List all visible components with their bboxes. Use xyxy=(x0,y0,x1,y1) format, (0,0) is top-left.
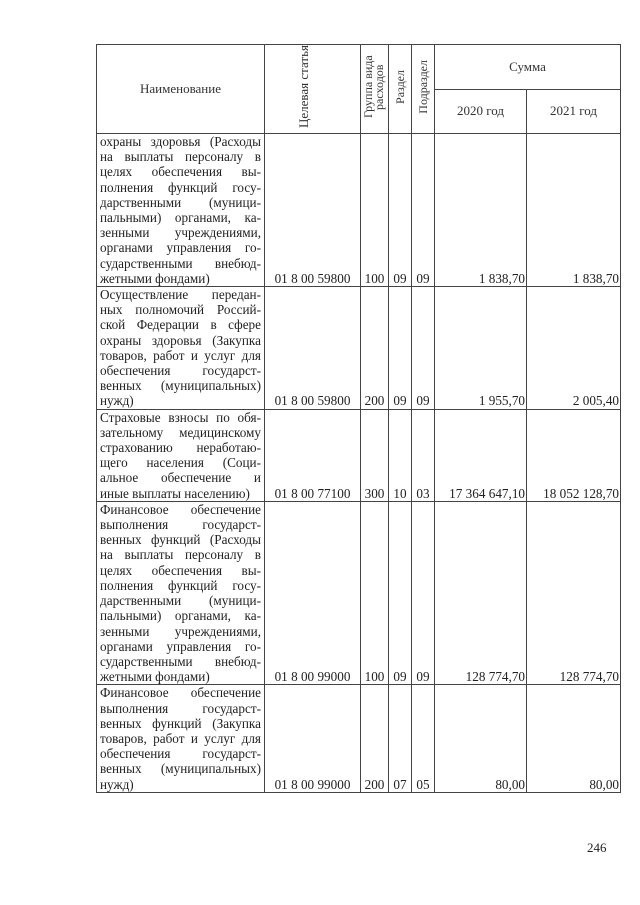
row-name-line: иные выплаты населению) xyxy=(100,485,250,501)
row-name-line: товаров, работ и услуг для xyxy=(100,730,261,746)
row-y2020: 128 774,70 xyxy=(435,501,527,684)
budget-table xyxy=(96,44,621,793)
row-name-line: обеспечения государст- xyxy=(100,363,261,379)
row-y2021: 2 005,40 xyxy=(527,287,621,410)
row-name-line: венных (муниципальных) xyxy=(100,761,261,777)
row-y2020: 1 838,70 xyxy=(435,134,527,287)
row-name-line: Финансовое обеспечение xyxy=(100,501,261,517)
row-y2021: 1 838,70 xyxy=(527,134,621,287)
row-name-line: выполнения государст- xyxy=(100,700,261,716)
row-target: 01 8 00 59800 xyxy=(265,287,361,410)
table-row xyxy=(97,501,621,684)
row-name-line: пальными) органами, ка- xyxy=(100,608,261,624)
table-row xyxy=(97,409,621,501)
row-subsection: 09 xyxy=(412,501,435,684)
row-target: 01 8 00 99000 xyxy=(265,501,361,684)
header-subsection: Подраздел xyxy=(412,45,435,134)
row-target: 01 8 00 77100 xyxy=(265,409,361,501)
row-name-line: ской Федерации в сфере xyxy=(100,317,261,333)
row-subsection: 09 xyxy=(412,287,435,410)
row-name-line: полнения функций госу- xyxy=(100,577,261,593)
row-y2021: 128 774,70 xyxy=(527,501,621,684)
row-name-line: венных функций (Расходы xyxy=(100,532,261,548)
row-group: 100 xyxy=(361,501,389,684)
row-y2020: 80,00 xyxy=(435,685,527,792)
row-name-line: целях обеспечения вы- xyxy=(100,562,261,578)
row-name-line: щего населения (Соци- xyxy=(100,455,261,471)
header-year-2020: 2020 год xyxy=(435,89,527,134)
header-target: Целевая статья xyxy=(265,45,361,134)
row-group: 200 xyxy=(361,287,389,410)
row-target: 01 8 00 59800 xyxy=(265,134,361,287)
row-name-line: пальными) органами, ка- xyxy=(100,210,261,226)
row-name-line: обеспечения государст- xyxy=(100,746,261,762)
row-name-line: нужд) xyxy=(100,776,134,792)
row-name-line: товаров, работ и услуг для xyxy=(100,347,261,363)
table-row xyxy=(97,287,621,410)
row-name-line: Осуществление передан- xyxy=(100,287,261,303)
row-name-line: охраны здоровья (Расходы xyxy=(100,134,261,149)
table-row xyxy=(97,685,621,792)
row-name-line: ных полномочий Россий- xyxy=(100,302,261,318)
row-section: 09 xyxy=(389,287,412,410)
row-name-line: жетными фондами) xyxy=(100,270,210,286)
row-target: 01 8 00 99000 xyxy=(265,685,361,792)
row-subsection: 05 xyxy=(412,685,435,792)
row-name-line: венных (муниципальных) xyxy=(100,378,261,394)
header-section: Раздел xyxy=(389,45,412,134)
row-y2020: 17 364 647,10 xyxy=(435,409,527,501)
row-name-line: сударственными внебюд- xyxy=(100,653,261,669)
row-y2021: 80,00 xyxy=(527,685,621,792)
row-name-line: полнения функций госу- xyxy=(100,179,261,195)
row-name xyxy=(97,685,265,792)
row-name-line: зательному медицинскому xyxy=(100,424,261,440)
row-name xyxy=(97,287,265,410)
row-name-line: зенными учреждениями, xyxy=(100,623,261,639)
row-name-line: на выплаты персоналу в xyxy=(100,149,261,165)
row-name xyxy=(97,134,265,287)
row-name xyxy=(97,409,265,501)
row-section: 07 xyxy=(389,685,412,792)
row-group: 200 xyxy=(361,685,389,792)
row-name-line: жетными фондами) xyxy=(100,669,210,685)
row-section: 09 xyxy=(389,501,412,684)
row-name-line: органами управления го- xyxy=(100,638,261,654)
row-name-line: охраны здоровья (Закупка xyxy=(100,332,261,348)
row-name-line: венных функций (Закупка xyxy=(100,715,261,731)
header-group: Группа вида расходов xyxy=(361,45,389,134)
header-name: Наименование xyxy=(97,45,265,134)
page-number: 246 xyxy=(587,840,607,855)
row-name-line: выполнения государст- xyxy=(100,517,261,533)
row-name-line: Финансовое обеспечение xyxy=(100,685,261,701)
row-name-line: органами управления го- xyxy=(100,240,261,256)
row-name-line: альное обеспечение и xyxy=(100,470,261,486)
row-y2021: 18 052 128,70 xyxy=(527,409,621,501)
row-group: 100 xyxy=(361,134,389,287)
row-name-line: Страховые взносы по обя- xyxy=(100,409,261,425)
header-sum: Сумма xyxy=(435,45,621,90)
header-year-2021: 2021 год xyxy=(527,89,621,134)
row-name-line: сударственными внебюд- xyxy=(100,255,261,271)
row-name-line: целях обеспечения вы- xyxy=(100,164,261,180)
row-name-line: зенными учреждениями, xyxy=(100,225,261,241)
row-section: 09 xyxy=(389,134,412,287)
row-group: 300 xyxy=(361,409,389,501)
table-row xyxy=(97,134,621,287)
row-name xyxy=(97,501,265,684)
row-section: 10 xyxy=(389,409,412,501)
row-subsection: 09 xyxy=(412,134,435,287)
row-name-line: нужд) xyxy=(100,393,134,409)
row-y2020: 1 955,70 xyxy=(435,287,527,410)
row-name-line: дарственными (муници- xyxy=(100,194,261,210)
row-name-line: страхованию неработаю- xyxy=(100,440,261,456)
row-subsection: 03 xyxy=(412,409,435,501)
row-name-line: на выплаты персоналу в xyxy=(100,547,261,563)
row-name-line: дарственными (муници- xyxy=(100,593,261,609)
